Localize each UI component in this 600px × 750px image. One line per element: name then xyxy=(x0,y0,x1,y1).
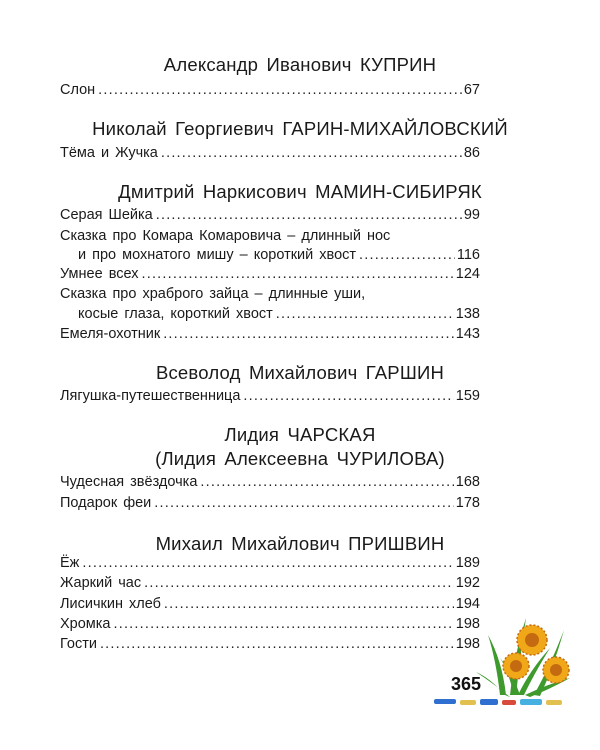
toc-entry[interactable] xyxy=(60,573,480,593)
entry-title: Лисичкин хлеб xyxy=(60,596,161,612)
entry-title: Хромка xyxy=(60,616,111,632)
dot-leader xyxy=(200,472,453,492)
entry-title: Ёж xyxy=(60,555,80,571)
entry-page: 198 xyxy=(455,636,480,652)
author-heading-alt-name: (Лидия Алексеевна ЧУРИЛОВА) xyxy=(155,448,445,469)
dot-leader xyxy=(163,324,454,344)
entry-title: Жаркий час xyxy=(60,575,142,591)
entry-title: косые глаза, короткий хвост xyxy=(78,306,273,322)
flower-top xyxy=(517,625,547,655)
stones xyxy=(434,699,562,705)
toc-entry[interactable] xyxy=(60,80,480,100)
entry-title-line1[interactable]: Сказка про Комара Комаровича – длинный нос xyxy=(60,228,391,244)
entry-page: 116 xyxy=(456,247,480,263)
dot-leader xyxy=(141,264,453,284)
toc-entry[interactable] xyxy=(60,634,480,654)
flower-right xyxy=(543,657,569,683)
toc-entry[interactable] xyxy=(60,205,480,225)
dot-leader xyxy=(243,386,453,406)
entry-page: 86 xyxy=(463,145,480,161)
author-heading: Михаил Михайлович ПРИШВИН xyxy=(155,533,445,554)
toc-entry[interactable] xyxy=(60,386,480,406)
author-heading: Александр Иванович КУПРИН xyxy=(163,54,437,75)
toc-entry[interactable] xyxy=(60,472,480,492)
dot-leader xyxy=(359,245,455,265)
entry-page: 198 xyxy=(455,616,480,632)
page-number: 365 xyxy=(451,674,482,694)
entry-page: 159 xyxy=(455,388,480,404)
entry-page: 168 xyxy=(455,474,480,490)
author-heading: Николай Георгиевич ГАРИН-МИХАЙЛОВСКИЙ xyxy=(92,118,508,139)
entry-title: Лягушка-путешественница xyxy=(60,388,241,404)
toc-entry[interactable] xyxy=(60,324,480,344)
entry-title: Подарок феи xyxy=(60,495,152,511)
entry-page: 99 xyxy=(463,207,480,223)
entry-page: 124 xyxy=(455,266,480,282)
entry-title: Слон xyxy=(60,82,96,98)
entry-title: и про мохнатого мишу – короткий хвост xyxy=(78,247,357,263)
dot-leader xyxy=(144,573,454,593)
dot-leader xyxy=(164,594,454,614)
toc-entry[interactable] xyxy=(60,143,480,163)
author-heading: Всеволод Михайлович ГАРШИН xyxy=(155,362,445,383)
entry-title: Емеля-охотник xyxy=(60,326,161,342)
entry-title: Тёма и Жучка xyxy=(60,145,158,161)
entry-title: Серая Шейка xyxy=(60,207,153,223)
author-heading: Лидия ЧАРСКАЯ xyxy=(224,424,376,445)
entry-page: 192 xyxy=(455,575,480,591)
entry-title-line1[interactable]: Сказка про храброго зайца – длинные уши, xyxy=(60,286,366,302)
entry-title: Гости xyxy=(60,636,97,652)
entry-page: 178 xyxy=(455,495,480,511)
author-heading: Дмитрий Наркисович МАМИН-СИБИРЯК xyxy=(118,181,482,202)
entry-page: 143 xyxy=(455,326,480,342)
dot-leader xyxy=(82,553,453,573)
dot-leader xyxy=(161,143,462,163)
toc-entry[interactable] xyxy=(78,245,480,265)
toc-entry[interactable] xyxy=(60,553,480,573)
entry-title: Чудесная звёздочка xyxy=(60,474,198,490)
dot-leader xyxy=(98,80,462,100)
dot-leader xyxy=(154,493,454,513)
dot-leader xyxy=(276,304,454,324)
entry-page: 138 xyxy=(455,306,480,322)
entry-page: 194 xyxy=(455,596,480,612)
entry-page: 189 xyxy=(455,555,480,571)
toc-entry[interactable] xyxy=(78,304,480,324)
dot-leader xyxy=(100,634,454,654)
entry-page: 67 xyxy=(463,82,480,98)
toc-entry[interactable] xyxy=(60,493,480,513)
dot-leader xyxy=(156,205,462,225)
entry-title: Умнее всех xyxy=(60,266,139,282)
toc-entry[interactable] xyxy=(60,594,480,614)
flower-middle xyxy=(503,653,529,679)
toc-entry[interactable] xyxy=(60,614,480,634)
toc-entry[interactable] xyxy=(60,264,480,284)
dot-leader xyxy=(114,614,454,634)
